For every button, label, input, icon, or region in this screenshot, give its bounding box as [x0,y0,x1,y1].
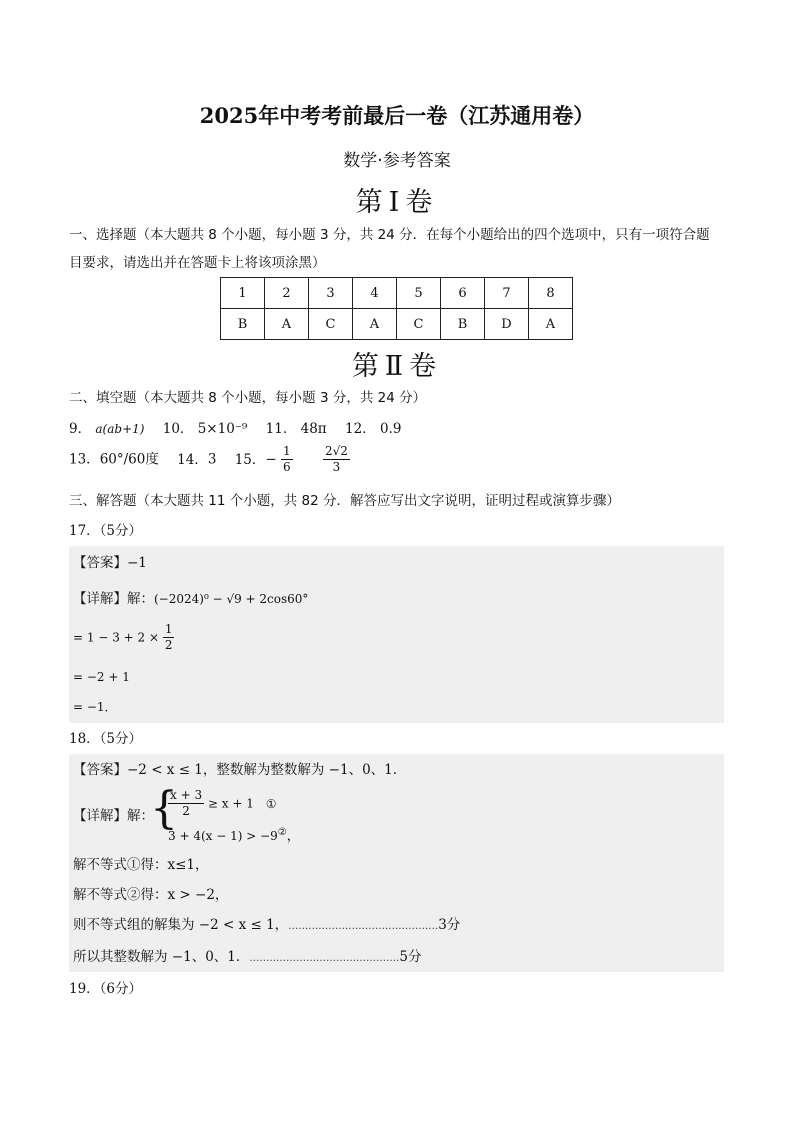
q18-header: 18．（5分） [69,731,143,747]
q18-system-line-1 [168,788,276,819]
fill-blank-row-2 [69,444,350,475]
q17-detail-lead: 解： [127,591,154,607]
table-cell: A [529,309,573,340]
q17-header: 17．（5分） [69,523,143,539]
table-cell: B [221,309,265,340]
page-title: 2025年中考考前最后一卷（江苏通用卷） [199,103,595,128]
q18-system-mark-2: ② [277,827,287,838]
q15-label: 15． [234,451,266,468]
table-cell: 3 [309,278,353,309]
table-cell: B [441,309,485,340]
fill-blank-row-1 [69,420,401,438]
q18-line-2: 解不等式②得：x > −2， [73,887,229,903]
q17-step-1-fraction [163,622,175,653]
q19-header: 19．（6分） [69,981,143,997]
choice-answer-table [220,277,573,340]
q18-system-line-2 [168,825,300,844]
q10-label: 10． [162,421,194,437]
q12-answer: 0.9 [379,421,402,437]
table-cell: D [485,309,529,340]
volume-2-heading: 第Ⅱ卷 [351,351,443,382]
q11-label: 11． [265,421,297,437]
q18-answer: −2 < x ≤ 1，整数解为整数解为 −1、0、1． [127,762,407,778]
table-cell: C [397,309,441,340]
q16-numerator: 2√2 [324,444,348,458]
q17-expression: (−2024)⁰ − √9 + 2cos60° [154,592,309,606]
q18-line-4 [73,948,421,968]
q14-label: 14． [177,451,208,468]
q16-denominator: 3 [332,460,341,474]
table-cell: A [265,309,309,340]
q13-answer: 60°/60度 [99,451,159,468]
q18-system-fraction [168,788,204,819]
q17-step-1 [73,622,174,653]
q13-label: 13． [69,451,100,468]
table-cell: 4 [353,278,397,309]
q18-answer-line [73,761,406,779]
q14-answer: 3 [207,451,217,468]
table-row-numbers [221,278,573,309]
volume-1-heading: 第Ⅰ卷 [355,187,439,218]
q18-line-3-score: 3分 [438,917,461,933]
q18-line-4-dots: ……………………………………… [249,953,400,964]
section-3-heading: 三、解答题（本大题共 11 个小题，共 82 分．解答应写出文字说明，证明过程或演算步骤） [69,493,621,509]
q17-step-2: = −2 + 1 [73,670,130,684]
section-1-heading-line1: 一、选择题（本大题共 8 个小题，每小题 3 分，共 24 分．在每个小题给出的四个选项中，只有一项符合题 [69,227,710,243]
q18-system-mark-1: ① [265,796,277,811]
page-subtitle: 数学·参考答案 [343,151,451,171]
table-cell: 6 [441,278,485,309]
table-cell: A [353,309,397,340]
q18-line-1: 解不等式①得：x≤1， [73,857,209,873]
table-cell: C [309,309,353,340]
q16-fraction [323,444,350,475]
q15-sign: − [265,451,277,468]
q18-line-4-text: 所以其整数解为 −1、0、1． [73,949,250,965]
q17-detail-line [73,590,308,608]
q18-system-denominator: 2 [182,804,190,818]
q18-detail-lead: 解： [127,808,154,824]
detail-tag: 【详解】 [73,808,127,824]
q18-line-3-dots: ……………………………………… [288,921,439,932]
table-cell: 7 [485,278,529,309]
answer-tag: 【答案】 [73,762,127,778]
q18-line-3 [73,916,460,936]
table-cell: 8 [529,278,573,309]
q18-system-line-2-text: 3 + 4(x − 1) > −9 [168,829,278,843]
q18-detail-label [73,807,154,825]
q17-step-1-denominator: 2 [164,638,173,652]
table-cell: 5 [397,278,441,309]
table-cell: 2 [265,278,309,309]
q18-system-end: ， [286,829,300,844]
q18-line-4-score: 5分 [399,949,422,965]
q9-answer: a(ab+1) [95,422,145,436]
table-cell: 1 [221,278,265,309]
q12-label: 12． [344,421,376,437]
q17-answer-line [73,554,147,572]
q17-step-1-numerator: 1 [164,622,173,636]
q17-step-1-prefix: = 1 − 3 + 2 × [73,630,160,645]
q15-denominator: 6 [283,460,291,474]
q17-answer: −1 [127,555,147,571]
q10-answer: 5×10⁻⁹ [197,421,248,437]
q15-fraction [281,444,293,475]
left-brace-icon: { [150,783,178,834]
q18-line-3-text: 则不等式组的解集为 −2 < x ≤ 1， [73,917,289,933]
table-row-answers [221,309,573,340]
q18-system-line-1-rest: ≥ x + 1 [207,796,254,811]
q11-answer: 48π [300,421,327,437]
answer-tag: 【答案】 [73,555,127,571]
q17-step-3: = −1． [73,700,117,714]
section-2-heading: 二、填空题（本大题共 8 个小题，每小题 3 分，共 24 分） [69,390,427,406]
q15-numerator: 1 [283,444,291,458]
section-1-heading-line2: 目要求，请选出并在答题卡上将该项涂黑） [69,255,326,271]
q9-label: 9． [69,421,92,437]
detail-tag: 【详解】 [73,591,127,607]
q18-system-numerator: x + 3 [170,788,203,802]
